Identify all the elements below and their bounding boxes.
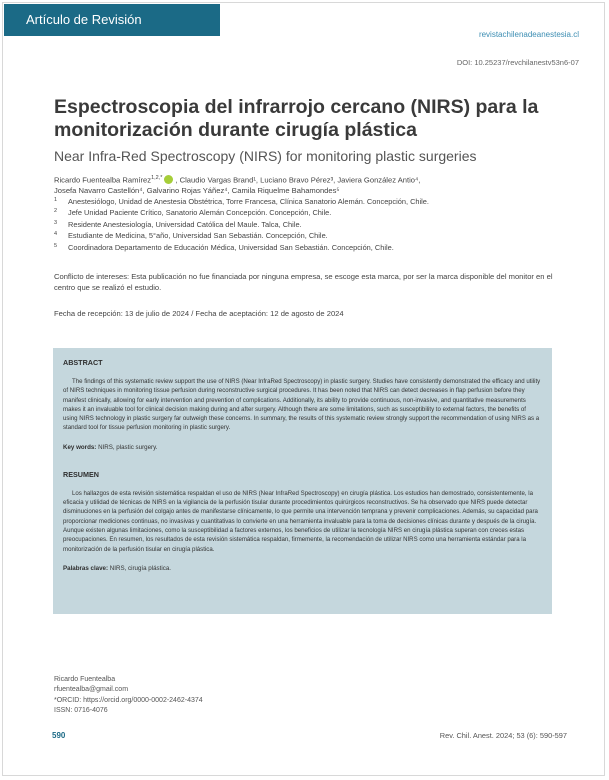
author-list xyxy=(54,173,554,197)
doi: DOI: 10.25237/revchilanestv53n6-07 xyxy=(456,58,579,67)
palabras-clave-label: Palabras clave: xyxy=(63,564,109,572)
affiliation-text: Residente Anestesiología, Universidad Católica del Maule. Talca, Chile. xyxy=(68,219,302,229)
contact-email[interactable]: rfuentealba@gmail.com xyxy=(54,686,129,694)
affiliation-item xyxy=(54,242,554,253)
resumen-heading: RESUMEN xyxy=(63,469,99,479)
affiliation-text: Estudiante de Medicina, 5°año, Universidad San Sebastián. Concepción, Chile. xyxy=(68,231,328,241)
author-lead: Ricardo Fuentealba Ramírez xyxy=(54,175,152,185)
orcid-link[interactable]: *ORCID: https://orcid.org/0000-0002-2462-4374 xyxy=(54,696,203,704)
affiliation-number: 2 xyxy=(54,208,58,215)
affiliation-number: 1 xyxy=(54,197,58,203)
author-lead-sup: 1,2,* xyxy=(151,175,163,181)
orcid-icon[interactable] xyxy=(164,175,173,184)
affiliation-number: 3 xyxy=(54,219,58,226)
article-title: Espectroscopia del infrarrojo cercano (NIRS) para la monitorización durante cirugía plástica xyxy=(54,96,539,141)
affiliation-item xyxy=(54,230,554,241)
keywords-value: NIRS, plastic surgery. xyxy=(96,443,158,451)
authors-rest-2: Josefa Navarro Castellón⁴, Galvarino Rojas Yáñez⁴, Camila Riquelme Bahamondes⁵ xyxy=(54,186,340,196)
keywords-label: Key words: xyxy=(63,443,97,451)
abstract-text: The findings of this systematic review support the use of NIRS (Near InfraRed Spectroscopy) in plastic surgery. Studies have consistently demonstrated the efficacy and utility of NIRS techniques in monitoring tissue perfusion during reconstructive surgical procedures. It has been noted that NIRS can detect decreases in flap perfusion before they manifest clinically, allowing for early intervention and prevention of complications. Additionally, its ability to provide continuous, non-invasive, and quantitative measurements makes it an invaluable tool for clinical decision making during and after surgery. Although there are some limitations, such as susceptibility to external factors, the benefits of using NIRS technology in plastic surgery far outweigh these concerns. In summary, the results of this systematic review strongly support the recommendation of using NIRS as a standard tool for tissue perfusion monitoring in plastic surgery. xyxy=(63,378,541,432)
keywords xyxy=(63,444,542,451)
authors-rest-1: , Claudio Vargas Brand¹, Luciano Bravo Pérez³, Javiera González Antio⁴, xyxy=(175,175,421,185)
journal-site-link[interactable]: revistachilenadeanestesia.cl xyxy=(478,30,579,39)
affiliation-text: Anestesiólogo, Unidad de Anestesia Obstétrica, Torre Francesa, Clínica Sanatorio Alemán. Concepción, Chile. xyxy=(68,197,429,206)
correspondence xyxy=(54,675,203,716)
contact-name: Ricardo Fuentealba xyxy=(54,676,116,683)
conflict-of-interest: Conflicto de intereses: Esta publicación no fue financiada por ninguna empresa, se escoge esta marca, por ser la marca disponible del monitor en el centro que se realizó el estudio. xyxy=(54,272,553,292)
affiliation-number: 4 xyxy=(54,231,58,238)
affiliations xyxy=(54,196,554,253)
affiliation-item xyxy=(54,196,554,207)
palabras-clave-value: NIRS, cirugía plástica. xyxy=(108,564,171,572)
resumen-text: Los hallazgos de esta revisión sistemática respaldan el uso de NIRS (Near InfraRed Spectroscopy) en cirugía plástica. Los estudios han demostrado, consistentemente, la eficacia y utilidad de técnicas de NIRS en la vigilancia de la perfusión tisular durante procedimientos quirúrgicos reconstructivos. Se ha observado que NIRS puede detectar disminuciones en la perfusión del colgajo antes de manifestarse clínicamente, lo que permite una intervención temprana y prevenir complicaciones. Además, su capacidad para proporcionar mediciones continuas, no invasivas y cuantitativas lo convierte en una herramienta invaluable para la toma de decisiones clínicas durante y después de la cirugía. Aunque existen algunas limitaciones, como la susceptibilidad a factores externos, los beneficios de utilizar la tecnología NIRS en cirugía plástica superan con creces estas preocupaciones. En resumen, los resultados de esta revisión sistemática respaldan, firmemente, la recomendación de utilizar NIRS como una herramienta estándar para la monitorización de la perfusión tisular en cirugía plástica. xyxy=(63,489,538,553)
page-number: 590 xyxy=(52,731,66,740)
received-accepted-dates: Fecha de recepción: 13 de julio de 2024 / Fecha de aceptación: 12 de agosto de 2024 xyxy=(54,309,344,318)
affiliation-text: Jefe Unidad Paciente Crítico, Sanatorio Alemán Concepción. Concepción, Chile. xyxy=(68,208,332,218)
affiliation-text: Coordinadora Departamento de Educación Médica, Universidad San Sebastián. Concepción, Chile. xyxy=(68,242,394,252)
affiliation-item xyxy=(54,207,554,218)
abstract-heading: ABSTRACT xyxy=(63,358,103,367)
affiliation-number: 5 xyxy=(54,242,58,249)
section-tab: Artículo de Revisión xyxy=(4,4,220,36)
issn: ISSN: 0716-4076 xyxy=(54,706,108,714)
article-subtitle: Near Infra-Red Spectroscopy (NIRS) for monitoring plastic surgeries xyxy=(54,148,477,164)
affiliation-item xyxy=(54,219,554,230)
abstract-box xyxy=(53,348,552,614)
palabras-clave xyxy=(63,565,542,572)
journal-reference: Rev. Chil. Anest. 2024; 53 (6): 590-597 xyxy=(439,731,567,740)
